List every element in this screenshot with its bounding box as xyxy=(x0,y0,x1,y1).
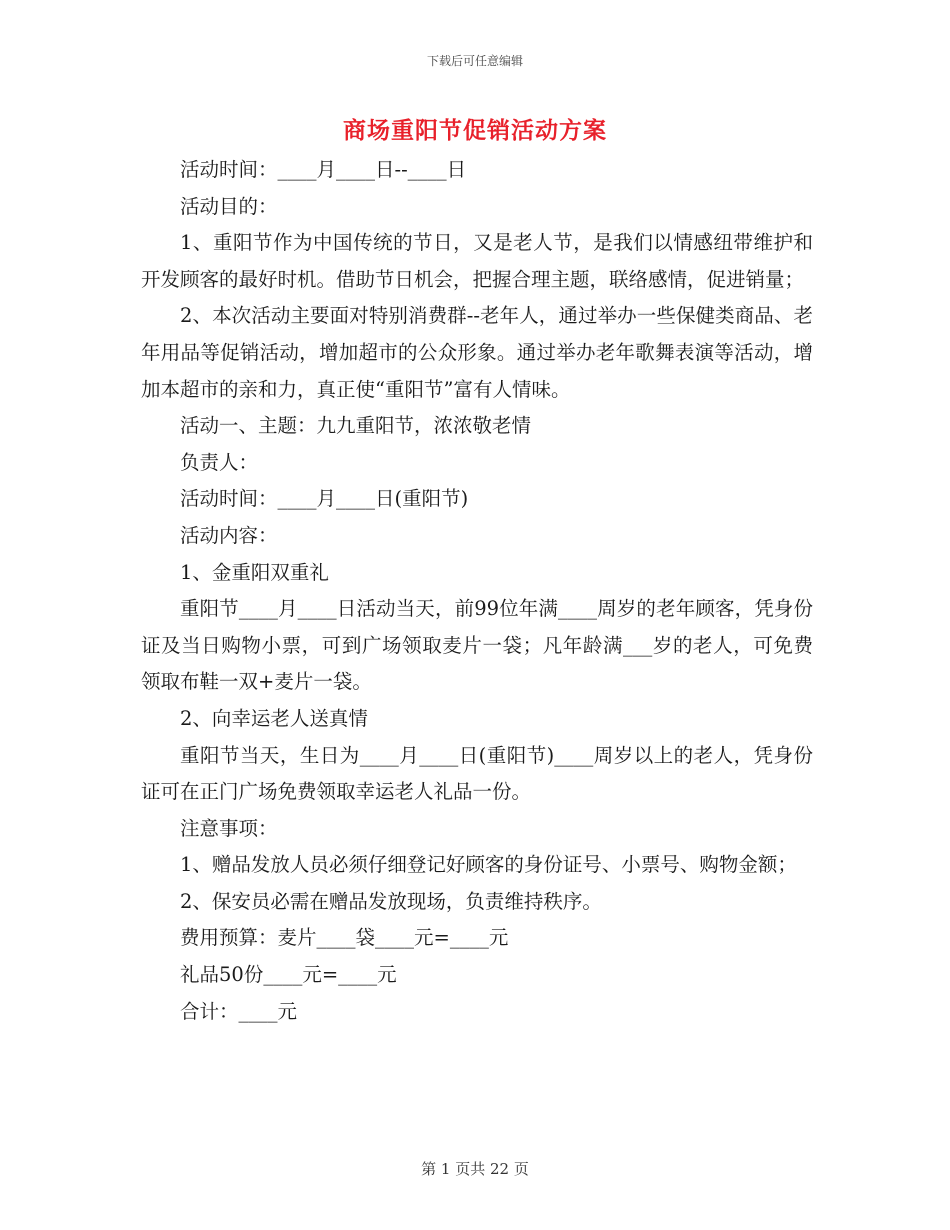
paragraph: 活动时间：____月____日(重阳节) xyxy=(180,487,469,511)
paragraph: 1、金重阳双重礼 xyxy=(180,560,329,584)
paragraph: 1、重阳节作为中国传统的节日，又是老人节，是我们以情感纽带维护和开发顾客的最好时机。借助节日机会，把握合理主题，联络感情，促进销量； xyxy=(141,231,813,291)
paragraph: 活动内容： xyxy=(180,523,278,547)
page-header: 下载后可任意编辑 xyxy=(426,54,523,68)
paragraph: 2、向幸运老人送真情 xyxy=(180,706,368,730)
paragraph: 重阳节当天，生日为____月____日(重阳节)____周岁以上的老人，凭身份证可在正门广场免费领取幸运老人礼品一份。 xyxy=(141,743,813,804)
paragraph: 费用预算：麦片____袋____元=____元 xyxy=(180,926,509,950)
paragraph: 活动目的： xyxy=(180,194,278,218)
paragraph: 活动一、主题：九九重阳节，浓浓敬老情 xyxy=(180,414,532,438)
paragraph: 2、本次活动主要面对特别消费群--老年人，通过举办一些保健类商品、老年用品等促销活动，增加超市的公众形象。通过举办老年歌舞表演等活动，增加本超市的亲和力，真正使“重阳节”富有人情味。 xyxy=(141,304,813,401)
document-body xyxy=(141,152,813,1030)
paragraph: 注意事项： xyxy=(180,816,278,840)
paragraph: 1、赠品发放人员必须仔细登记好顾客的身份证号、小票号、购物金额； xyxy=(180,853,797,877)
paragraph: 2、保安员必需在赠品发放现场，负责维持秩序。 xyxy=(180,889,602,913)
paragraph: 负责人： xyxy=(180,450,259,474)
document-title: 商场重阳节促销活动方案 xyxy=(343,117,607,144)
paragraph: 活动时间：____月____日--____日 xyxy=(180,158,467,181)
paragraph: 重阳节____月____日活动当天，前99位年满____周岁的老年顾客，凭身份证及当日购物小票，可到广场领取麦片一袋；凡年龄满___岁的老人，可免费领取布鞋一双+麦片一袋。 xyxy=(141,597,813,694)
paragraph: 礼品50份____元=____元 xyxy=(180,963,397,987)
page-footer: 第 1 页共 22 页 xyxy=(421,1160,529,1178)
paragraph: 合计：____元 xyxy=(180,999,298,1023)
